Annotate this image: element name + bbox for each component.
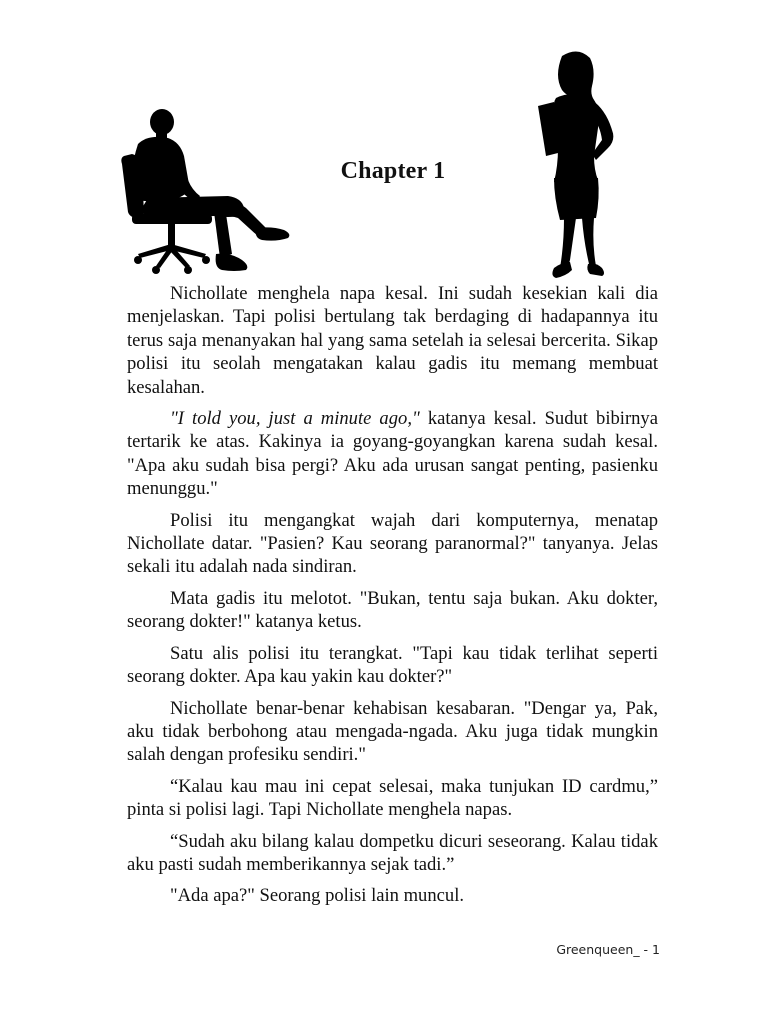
paragraph: "Ada apa?" Seorang polisi lain muncul. bbox=[170, 885, 465, 907]
paragraph: “Sudah aku bilang kalau dompetku dicuri seseorang. Kalau tidak aku pasti sudah memberikannya sejak tadi.” bbox=[127, 830, 658, 875]
paragraph: Satu alis polisi itu terangkat. "Tapi kau tidak terlihat seperti seorang dokter. Apa kau yakin kau dokter?" bbox=[127, 642, 658, 688]
paragraph: Mata gadis itu melotot. "Bukan, tentu saja bukan. Aku dokter, seorang dokter!" katanya ketus. bbox=[127, 587, 658, 633]
paragraph-rest: bibirnya tertarik ke atas. Kakinya ia goyang-goyangkan karena sudah kesal. "Apa aku sudah bisa pergi? Aku ada urusan sangat penting, pasienku menunggu." bbox=[127, 408, 658, 500]
paragraph: Nichollate benar-benar kehabisan kesabaran. "Dengar ya, Pak, aku tidak berbohong atau mengada-ngada. Aku juga tidak mungkin salah dengan profesiku sendiri." bbox=[127, 697, 658, 766]
chapter-title: Chapter 1 bbox=[340, 158, 446, 184]
paragraph: Polisi itu mengangkat wajah dari komputernya, menatap Nichollate datar. "Pasien? Kau seorang paranormal?" tanyanya. Jelas sekali itu adalah nada sindiran. bbox=[127, 509, 658, 578]
chapter-body bbox=[127, 282, 658, 916]
page-footer: Greenqueen_ - 1 bbox=[556, 942, 660, 957]
english-quote: "I told you, just a minute ago," bbox=[170, 408, 420, 430]
paragraph-quote bbox=[127, 407, 658, 501]
quote-continuation: katanya kesal. Sudut bbox=[419, 408, 597, 430]
paragraph: Nichollate menghela napa kesal. Ini sudah kesekian kali dia menjelaskan. Tapi polisi bertulang tak berdaging di hadapannya itu terus saja menanyakan hal yang sama setelah ia selesai bercerita. Sikap polisi itu seolah mengatakan kalau gadis itu memang membuat kesalahan. bbox=[127, 283, 658, 398]
seated-man-silhouette-icon bbox=[118, 104, 296, 280]
paragraph: “Kalau kau mau ini cepat selesai, maka tunjukan ID cardmu,” pinta si polisi lagi. Tapi Nichollate menghela napas. bbox=[127, 775, 658, 821]
